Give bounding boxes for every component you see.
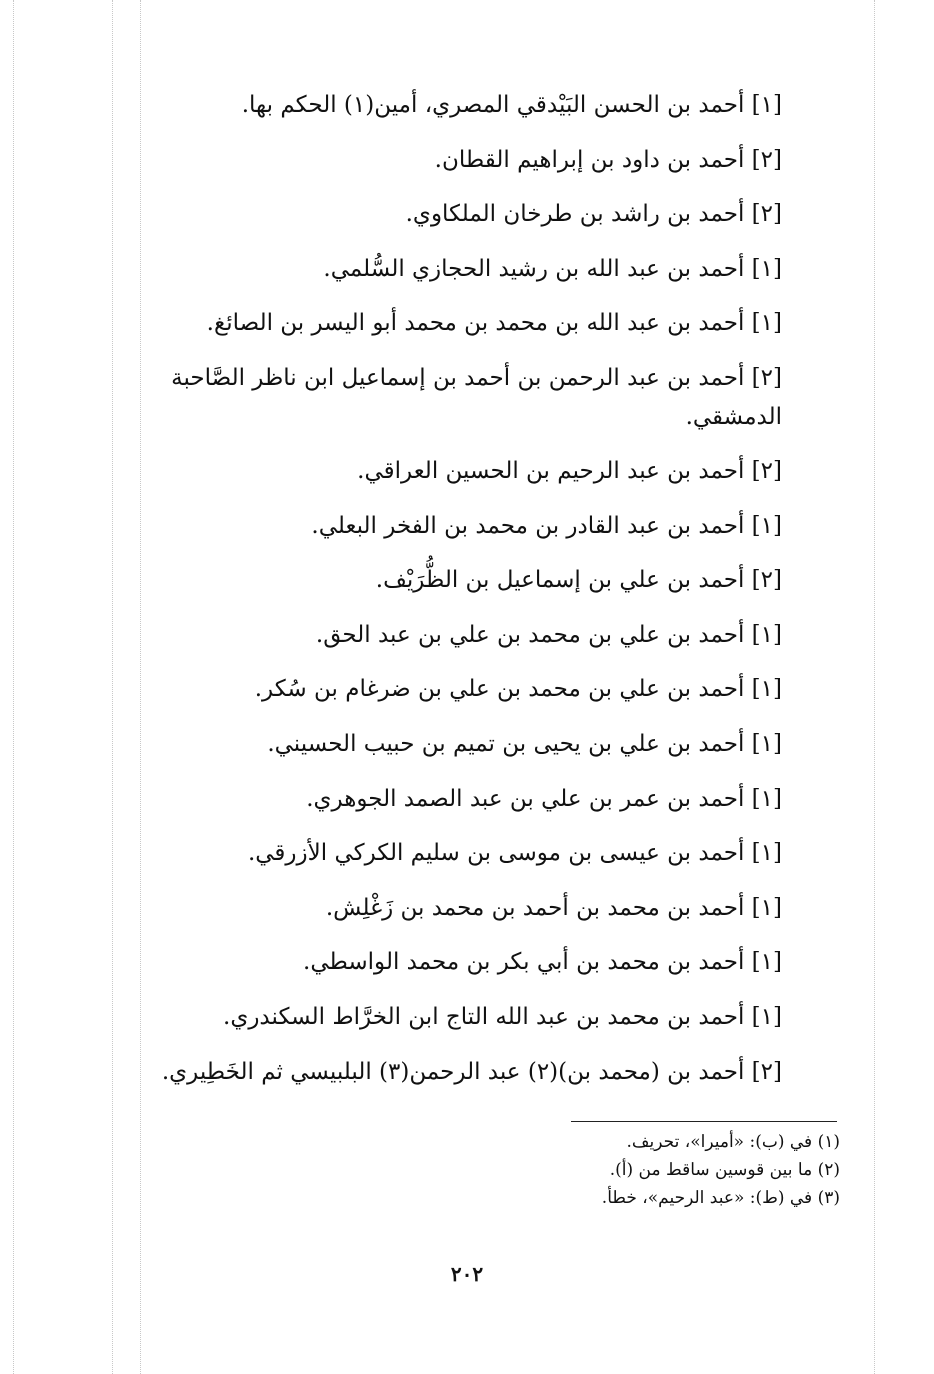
list-item-text: [٢] أحمد بن عبد الرحمن بن أحمد بن إسماعيل ابن ناظر الصَّاحبة <box>171 364 782 391</box>
footnote-list <box>400 1128 840 1212</box>
footnote: (١) في (ب): «أميرا»، تحريف. <box>626 1132 840 1152</box>
list-item: [٢] أحمد بن داود بن إبراهيم القطان. <box>434 146 782 173</box>
list-item: [٢] أحمد بن راشد بن طرخان الملكاوي. <box>405 201 782 228</box>
footnote: (٢) ما بين قوسين ساقط من (أ). <box>609 1160 840 1180</box>
list-item: [١] أحمد بن محمد بن أبي بكر بن محمد الواسطي. <box>303 949 782 976</box>
list-item: [١] أحمد بن علي بن محمد بن علي بن عبد الحق. <box>315 621 782 648</box>
list-item: [١] أحمد بن عيسى بن موسى بن سليم الكركي الأزرقي. <box>247 840 782 867</box>
list-item: [١] أحمد بن عبد القادر بن محمد بن الفخر البعلي. <box>311 512 782 539</box>
list-item: [١] أحمد بن عمر بن علي بن عبد الصمد الجوهري. <box>306 785 782 812</box>
list-item: [١] أحمد بن علي بن محمد بن علي بن ضرغام بن سُكر. <box>254 676 782 703</box>
list-item <box>70 351 830 444</box>
list-item: [١] أحمد بن عبد الله بن محمد بن محمد أبو اليسر بن الصائغ. <box>206 310 782 337</box>
list-item: [٢] أحمد بن علي بن إسماعيل بن الظُّرَيْف. <box>375 567 782 594</box>
list-item-continuation: الدمشقي. <box>685 403 782 430</box>
list-item: [١] أحمد بن علي بن يحيى بن تميم بن حبيب الحسيني. <box>267 730 782 757</box>
list-item: [٢] أحمد بن (محمد بن)(٢) عبد الرحمن(٣) البلبيسي ثم الخَطِيري. <box>161 1058 782 1085</box>
list-item: [٢] أحمد بن عبد الرحيم بن الحسين العراقي. <box>357 457 782 484</box>
list-item: [١] أحمد بن محمد بن عبد الله التاج ابن الخرَّاط السكندري. <box>223 1003 782 1030</box>
list-item: [١] أحمد بن الحسن البَيْدقي المصري، أمين(١) الحكم بها. <box>241 92 782 118</box>
footnote: (٣) في (ط): «عبد الرحيم»، خطأ. <box>601 1188 840 1208</box>
list-item: [١] أحمد بن عبد الله بن رشيد الحجازي السُّلمي. <box>323 255 782 282</box>
scan-dotted-line <box>13 0 14 1374</box>
scan-dotted-line <box>874 0 875 1374</box>
page-number: ٢٠٢ <box>450 1262 484 1286</box>
entry-list <box>70 78 830 1099</box>
list-item: [١] أحمد بن محمد بن أحمد بن محمد بن زَغْلِش. <box>325 894 782 921</box>
footnote-divider <box>571 1121 837 1122</box>
